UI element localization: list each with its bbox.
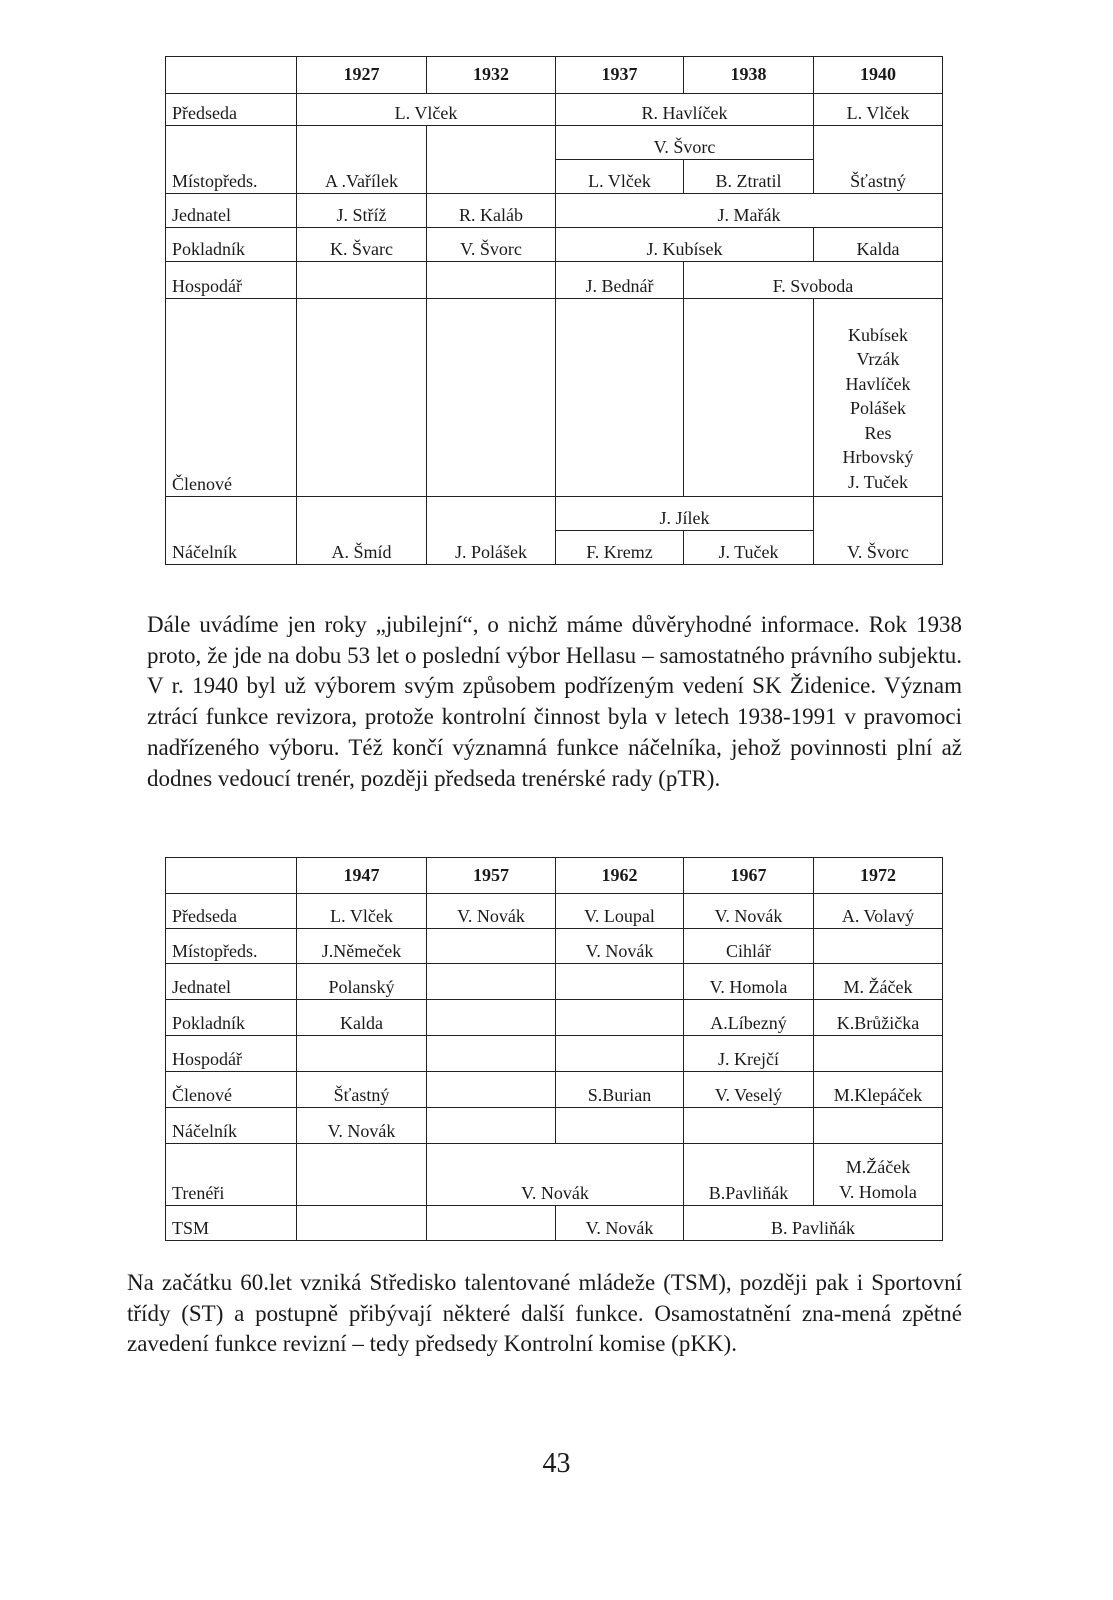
table-cell: [814, 1036, 943, 1072]
table-cell: [427, 1108, 556, 1144]
table-cell: L. Vlček: [556, 160, 684, 194]
table-cell: J. Tuček: [684, 531, 814, 565]
table-cell: V. Novák: [556, 1206, 684, 1241]
table-cell: F. Svoboda: [684, 262, 943, 299]
row-label: Pokladník: [166, 1000, 297, 1036]
row-label: Předseda: [166, 94, 297, 126]
body-paragraph: Dále uvádíme jen roky „jubilejní“, o nichž máme důvěryhodné informace. Rok 1938 proto, že jde na dobu 53 let o poslední výbor Hellasu – samostatného právního subjektu. V r. 1940 byl už výborem svým způsobem podřízeným vedení SK Židenice. Význam ztrácí funkce revizora, protože kontrolní činnost byla v letech 1938-1991 v pravomoci nadřízeného výboru. Též končí významná funkce náčelníka, jehož povinnosti plní až dodnes vedoucí trenér, později předseda trenérské rady (pTR).: [147, 612, 962, 791]
year-header: 1938: [684, 57, 814, 94]
table-cell: Šťastný: [297, 1072, 427, 1108]
year-header: 1967: [684, 858, 814, 894]
row-label: Hospodář: [166, 1036, 297, 1072]
table-cell: V. Veselý: [684, 1072, 814, 1108]
table-cell: V. Novák: [427, 1144, 684, 1206]
table-cell: [297, 1036, 427, 1072]
row-label: Trenéři: [166, 1144, 297, 1206]
member-name: Res: [864, 422, 892, 443]
table-cell: V. Loupal: [556, 894, 684, 929]
table-row: [166, 964, 943, 1000]
row-label: Náčelník: [166, 1108, 297, 1144]
table-row: [166, 126, 943, 160]
table-cell: Polanský: [297, 964, 427, 1000]
row-label: Jednatel: [166, 194, 297, 228]
table-cell: V. Novák: [684, 894, 814, 929]
table-cell: [427, 299, 556, 497]
table-cell: V. Švorc: [556, 126, 814, 160]
table-cell: [297, 1144, 427, 1206]
table-cell: [556, 1036, 684, 1072]
table-cell: J. Krejčí: [684, 1036, 814, 1072]
table-row: [166, 1206, 943, 1241]
trainer-name: V. Homola: [839, 1182, 917, 1202]
row-label: Místopředs.: [166, 126, 297, 194]
table-cell: J.Němeček: [297, 929, 427, 964]
table-cell: V. Švorc: [814, 497, 943, 565]
row-label: Náčelník: [166, 497, 297, 565]
table-cell: J. Stříž: [297, 194, 427, 228]
row-label: Členové: [166, 1072, 297, 1108]
table-row: [166, 1108, 943, 1144]
table-cell: [556, 1000, 684, 1036]
year-header: 1927: [297, 57, 427, 94]
table-row: [166, 929, 943, 964]
row-label: Členové: [166, 299, 297, 497]
table-cell: V. Novák: [556, 929, 684, 964]
year-header: 1937: [556, 57, 684, 94]
table-cell: B. Ztratil: [684, 160, 814, 194]
committee-table-1947-1972: [165, 857, 943, 1241]
table-cell: [297, 262, 427, 299]
table-cell: K.Brůžička: [814, 1000, 943, 1036]
table-cell: V. Novák: [297, 1108, 427, 1144]
table-cell: J. Mařák: [556, 194, 943, 228]
members-cell: [814, 299, 943, 497]
table-cell: [297, 1206, 427, 1241]
year-header: 1947: [297, 858, 427, 894]
table-row: [166, 894, 943, 929]
row-label: Hospodář: [166, 262, 297, 299]
table-row: [166, 858, 943, 894]
header-corner-cell: [166, 858, 297, 894]
year-header: 1957: [427, 858, 556, 894]
table-cell: J. Kubísek: [556, 228, 814, 262]
table-cell: R. Havlíček: [556, 94, 814, 126]
table-row: [166, 57, 943, 94]
year-header: 1940: [814, 57, 943, 94]
table-row: [166, 1000, 943, 1036]
table-row: [166, 194, 943, 228]
table-row: [166, 1144, 943, 1206]
table-cell: S.Burian: [556, 1072, 684, 1108]
table-row: [166, 1036, 943, 1072]
member-name: Kubísek: [848, 324, 908, 345]
table-cell: R. Kaláb: [427, 194, 556, 228]
table-cell: Šťastný: [814, 126, 943, 194]
table-cell: J. Polášek: [427, 497, 556, 565]
table-cell: [427, 1036, 556, 1072]
table-cell: [427, 1000, 556, 1036]
table-cell: A .Vařílek: [297, 126, 427, 194]
table-cell: [427, 929, 556, 964]
row-label: TSM: [166, 1206, 297, 1241]
table-cell: L. Vlček: [814, 94, 943, 126]
table-cell: L. Vlček: [297, 894, 427, 929]
table-cell: [427, 1072, 556, 1108]
table-cell: [814, 1144, 943, 1206]
member-name: Havlíček: [845, 373, 911, 394]
table-cell: [684, 299, 814, 497]
table-cell: A. Volavý: [814, 894, 943, 929]
table-cell: [427, 1206, 556, 1241]
table-cell: V. Švorc: [427, 228, 556, 262]
table-cell: K. Švarc: [297, 228, 427, 262]
table-cell: [814, 929, 943, 964]
table-cell: J. Jílek: [556, 497, 814, 531]
table-cell: [684, 1108, 814, 1144]
row-label: Předseda: [166, 894, 297, 929]
table-row: [166, 262, 943, 299]
table-cell: A. Šmíd: [297, 497, 427, 565]
page-number: 43: [542, 1448, 571, 1479]
table-cell: Kalda: [814, 228, 943, 262]
table-cell: V. Novák: [427, 894, 556, 929]
table-row: [166, 1072, 943, 1108]
table-row: [166, 497, 943, 531]
table-cell: [556, 299, 684, 497]
member-name: J. Tuček: [847, 471, 909, 492]
year-header: 1972: [814, 858, 943, 894]
table-row: [166, 94, 943, 126]
table-cell: B.Pavliňák: [684, 1144, 814, 1206]
table-row: [166, 299, 943, 497]
year-header: 1962: [556, 858, 684, 894]
row-label: Jednatel: [166, 964, 297, 1000]
table-cell: [814, 1108, 943, 1144]
table-cell: M. Žáček: [814, 964, 943, 1000]
member-name: Hrbovský: [842, 447, 914, 467]
trainer-name: M.Žáček: [845, 1157, 911, 1177]
table-cell: [427, 126, 556, 194]
member-name: Vrzák: [856, 349, 900, 369]
year-header: 1932: [427, 57, 556, 94]
table-cell: F. Kremz: [556, 531, 684, 565]
table-cell: [427, 262, 556, 299]
table-cell: [556, 1108, 684, 1144]
header-corner-cell: [166, 57, 297, 94]
table-cell: A.Líbezný: [684, 1000, 814, 1036]
table-cell: M.Klepáček: [814, 1072, 943, 1108]
table-cell: L. Vlček: [297, 94, 556, 126]
table-cell: Kalda: [297, 1000, 427, 1036]
table-cell: [297, 299, 427, 497]
table-cell: [556, 964, 684, 1000]
table-cell: J. Bednář: [556, 262, 684, 299]
member-name: Polášek: [850, 398, 906, 418]
row-label: Místopředs.: [166, 929, 297, 964]
table-cell: [427, 964, 556, 1000]
row-label: Pokladník: [166, 228, 297, 262]
table-cell: V. Homola: [684, 964, 814, 1000]
table-row: [166, 228, 943, 262]
table-cell: B. Pavliňák: [684, 1206, 943, 1241]
table-cell: Cihlář: [684, 929, 814, 964]
body-paragraph: Na začátku 60.let vzniká Středisko talentované mládeže (TSM), později pak i Sportovní třídy (ST) a postupně přibývají některé další funkce. Osamostatnění zna-mená zpětné zavedení funkce revizní – tedy předsedy Kontrolní komise (pKK).: [127, 1270, 962, 1357]
committee-table-1927-1940: [165, 56, 943, 565]
